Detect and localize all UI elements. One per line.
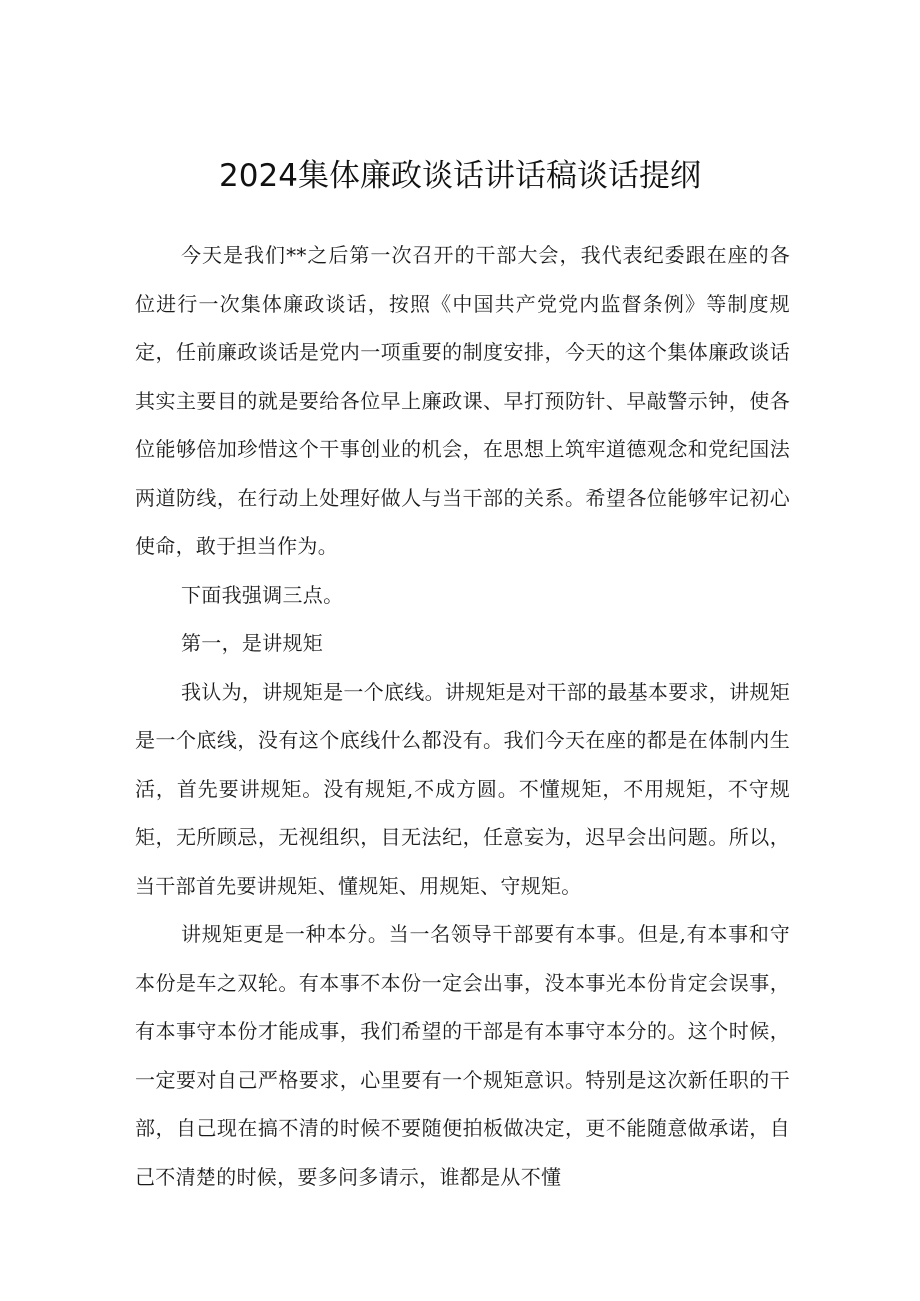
document-title: 2024集体廉政谈话讲话稿谈话提纲 <box>219 158 701 194</box>
paragraph-intro: 今天是我们**之后第一次召开的干部大会，我代表纪委跟在座的各位进行一次集体廉政谈话，按照《中国共产党党内监督条例》等制度规定，任前廉政谈话是党内一项重要的制度安排，今天的这个集体廉政谈话其实主要目的就是要给各位早上廉政课、早打预防针、早敲警示钟，使各位能够倍加珍惜这个干事创业的机会，在思想上筑牢道德观念和党纪国法两道防线，在行动上处理好做人与当干部的关系。希望各位能够牢记初心使命，敢于担当作为。 <box>135 243 790 558</box>
document-body <box>135 231 790 1201</box>
paragraph-three-points: 下面我强调三点。 <box>181 582 344 607</box>
paragraph-rules-bottom-line: 我认为，讲规矩是一个底线。讲规矩是对干部的最基本要求，讲规矩是一个底线，没有这个底线什么都没有。我们今天在座的都是在体制内生活，首先要讲规矩。没有规矩,不成方圆。不懂规矩，不用规矩，不守规矩，无所顾忌，无视组织，目无法纪，任意妄为，迟早会出问题。所以，当干部首先要讲规矩、懂规矩、用规矩、守规矩。 <box>135 679 790 898</box>
paragraph-rules-duty: 讲规矩更是一种本分。当一名领导干部要有本事。但是,有本事和守本份是车之双轮。有本事不本份一定会出事，没本事光本份肯定会误事，有本事守本份才能成事，我们希望的干部是有本事守本分的。这个时候，一定要对自己严格要求，心里要有一个规矩意识。特别是这次新任职的干部，自己现在搞不清的时候不要随便拍板做决定，更不能随意做承诺，自己不清楚的时候，要多问多请示，谁都是从不懂 <box>135 922 790 1189</box>
section-heading-first: 第一，是讲规矩 <box>181 631 324 655</box>
